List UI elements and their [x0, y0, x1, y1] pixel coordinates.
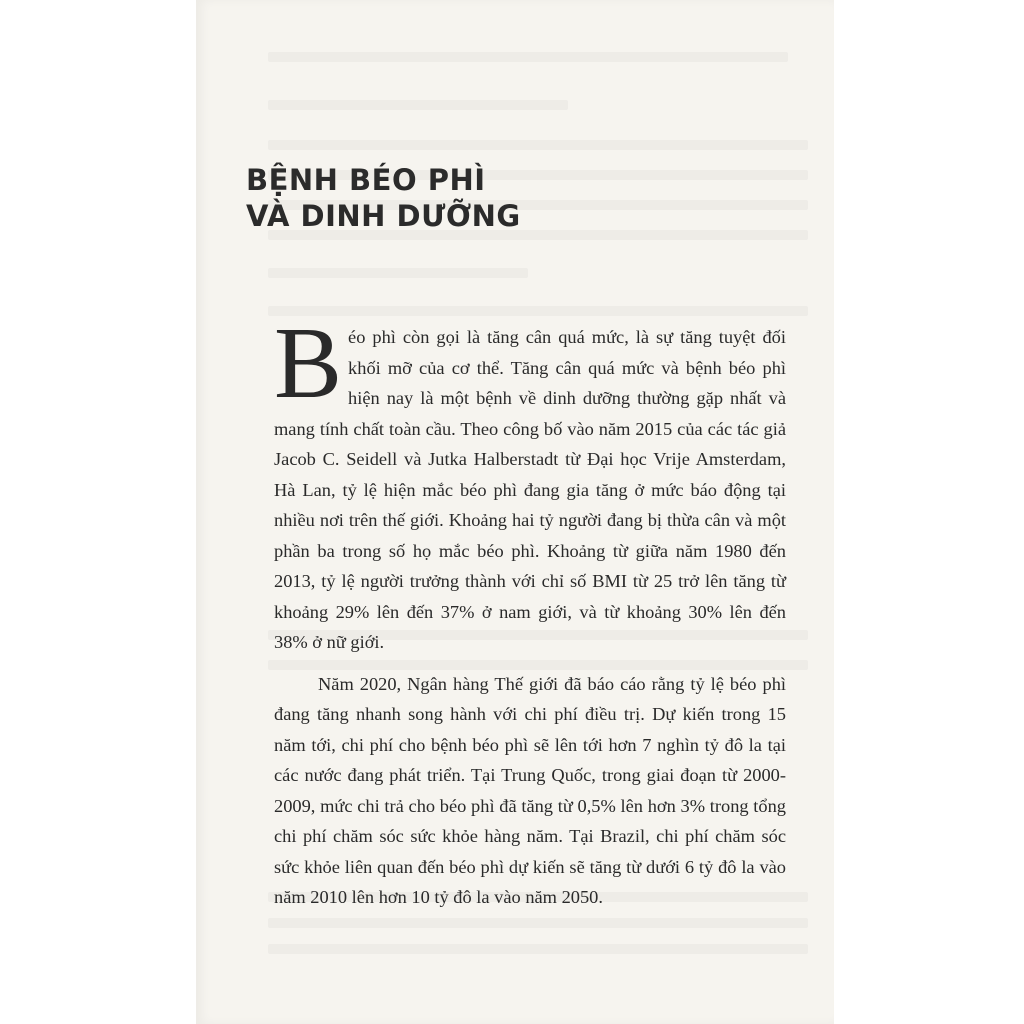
- chapter-title: [246, 162, 521, 234]
- paragraph-1: [274, 307, 786, 658]
- paragraph-1-text: éo phì còn gọi là tăng cân quá mức, là sự tăng tuyệt đối khối mỡ của cơ thể. Tăng cân quá mức và bệnh béo phì hiện nay là một bệnh về dinh dưỡng thường gặp nhất và mang tính chất toàn cầu. Theo công bố vào năm 2015 của các tác giả Jacob C. Seidell và Jutka Halberstadt từ Đại học Vrije Amsterdam, Hà Lan, tỷ lệ hiện mắc béo phì đang gia tăng ở mức báo động tại nhiều nơi trên thế giới. Khoảng hai tỷ người đang bị thừa cân và một phần ba trong số họ mắc béo phì. Khoảng từ giữa năm 1980 đến 2013, tỷ lệ người trưởng thành với chỉ số BMI từ 25 trở lên tăng từ khoảng 29% lên đến 37% ở nam giới, và từ khoảng 30% lên đến 38% ở nữ giới.: [274, 327, 786, 652]
- paragraph-2: Năm 2020, Ngân hàng Thế giới đã báo cáo rằng tỷ lệ béo phì đang tăng nhanh song hành với chi phí điều trị. Dự kiến trong 15 năm tới, chi phí cho bệnh béo phì sẽ lên tới hơn 7 nghìn tỷ đô la tại các nước đang phát triển. Tại Trung Quốc, trong giai đoạn từ 2000-2009, mức chi trả cho béo phì đã tăng từ 0,5% lên hơn 3% trong tổng chi phí chăm sóc sức khỏe hàng năm. Tại Brazil, chi phí chăm sóc sức khỏe liên quan đến béo phì dự kiến sẽ tăng từ dưới 6 tỷ đô la vào năm 2010 lên hơn 10 tỷ đô la vào năm 2050.: [274, 673, 786, 907]
- chapter-title-line-1: BỆNH BÉO PHÌ: [246, 163, 486, 197]
- drop-cap: B: [274, 307, 343, 420]
- chapter-title-line-2: VÀ DINH DƯỠNG: [246, 199, 521, 233]
- body-text: [274, 307, 786, 913]
